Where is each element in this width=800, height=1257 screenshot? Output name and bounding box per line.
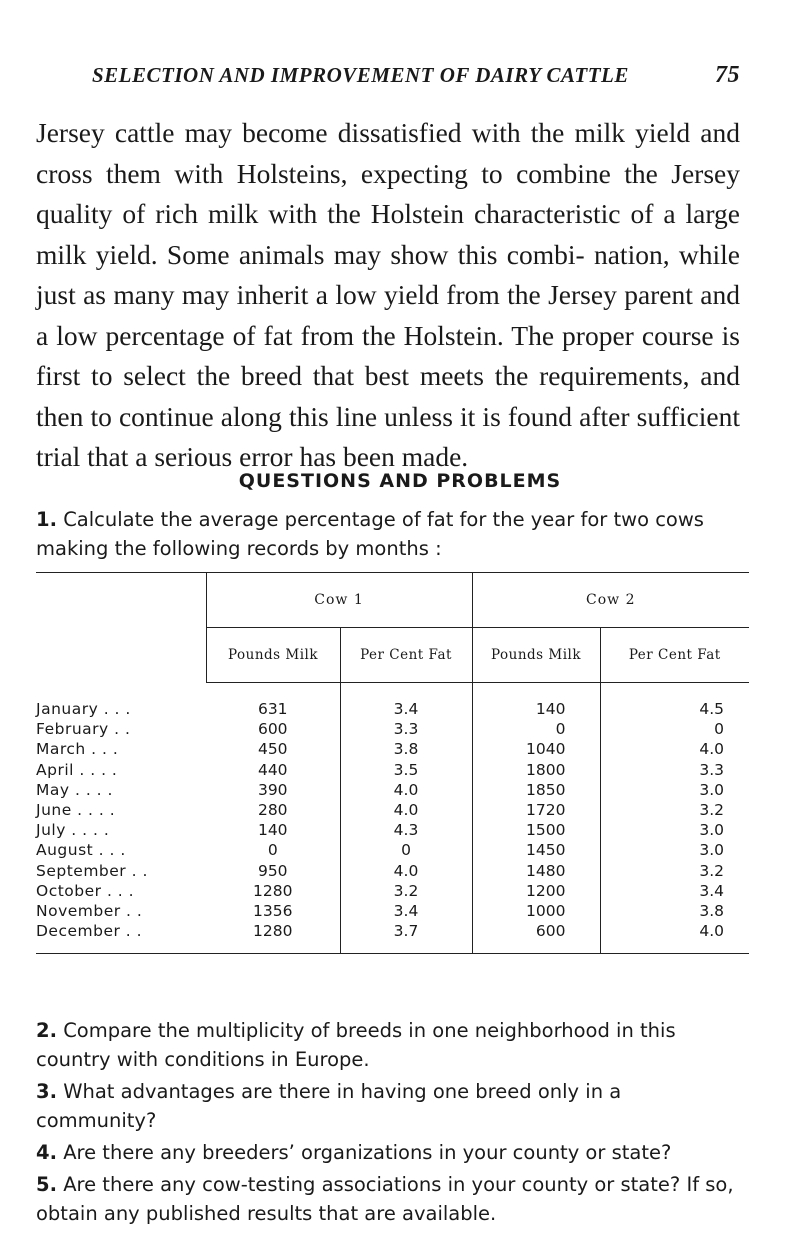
cow2-milk-cell: 1200 (472, 881, 600, 901)
month-cell: December . . (36, 922, 143, 941)
cow1-fat-cell: 3.8 (340, 739, 472, 759)
question-text: What advantages are there in having one breed only in a community? (36, 1080, 622, 1132)
question-number: 3. (36, 1080, 57, 1103)
body-paragraph: Jersey cattle may become dissatisfied with the milk yield and cross them with Holsteins, expecting to combine the Jersey quality of rich milk with the Holstein characteristic of a large milk yield. Some animals may show this combi- nation, while just as many may inherit a low yield from the Jersey parent and a low percentage of fat from the Holstein. The proper course is first to select the breed that best meets the requirements, and then to continue along this line unless it is found after sufficient trial that a serious error has been made. (36, 117, 740, 472)
cow1-fat-cell: 4.3 (340, 820, 472, 840)
cow1-fat-cell: 3.4 (340, 683, 472, 720)
cow1-fat-cell: 3.5 (340, 760, 472, 780)
month-cell: April . . . . (36, 760, 118, 779)
month-cell: May . . . . (36, 780, 113, 799)
cow1-milk-cell: 280 (257, 801, 288, 820)
table-row (36, 780, 749, 800)
question-number: 4. (36, 1141, 57, 1164)
table-row (36, 683, 749, 720)
month-cell: August . . . (36, 841, 126, 860)
table-row (36, 760, 749, 780)
month-cell: July . . . . (36, 821, 110, 840)
running-header (92, 62, 740, 89)
cow2-fat-cell: 3.0 (600, 820, 749, 840)
question-4 (36, 1138, 740, 1167)
table-row (36, 861, 749, 881)
cow2-milk-cell: 1000 (472, 901, 600, 921)
cow1-milk-cell: 1280 (253, 881, 293, 900)
running-title: SELECTION AND IMPROVEMENT OF DAIRY CATTLE (92, 63, 629, 87)
cow1-milk-cell: 450 (257, 740, 288, 759)
cow2-fat-cell: 4.5 (600, 683, 749, 720)
question-1 (36, 505, 740, 563)
cow2-milk-cell: 1720 (472, 800, 600, 820)
question-3 (36, 1077, 740, 1135)
page-number: 75 (715, 62, 740, 88)
month-cell: March . . . (36, 740, 119, 759)
cow1-milk-cell: 0 (267, 841, 278, 860)
cow1-milk-cell: 631 (257, 700, 288, 719)
cow2-milk-cell: 1850 (472, 780, 600, 800)
table-row (36, 739, 749, 759)
question-text: Compare the multiplicity of breeds in one neighborhood in this country with conditions in Europe. (36, 1019, 676, 1071)
cow2-milk-header: Pounds Milk (472, 628, 600, 683)
cow2-fat-cell: 3.8 (600, 901, 749, 921)
cow2-fat-cell: 3.0 (600, 780, 749, 800)
month-cell: September . . (36, 861, 148, 880)
cow1-milk-cell: 1280 (253, 922, 293, 941)
month-cell: January . . . (36, 699, 131, 718)
table-row (36, 820, 749, 840)
table-row (36, 840, 749, 860)
cow1-milk-cell: 390 (257, 780, 288, 799)
cow2-milk-cell: 1040 (472, 739, 600, 759)
cow2-fat-header: Per Cent Fat (600, 628, 749, 683)
cow2-fat-cell: 4.0 (600, 739, 749, 759)
table-row (36, 901, 749, 921)
month-cell: February . . (36, 720, 131, 739)
table-row (36, 719, 749, 739)
records-body (36, 683, 749, 954)
month-cell: November . . (36, 901, 143, 920)
table-row (36, 881, 749, 901)
cow1-milk-cell: 140 (257, 821, 288, 840)
cow2-milk-cell: 600 (472, 921, 600, 954)
question-text: Are there any cow-testing associations in your county or state? If so, obtain any published results that are available. (36, 1173, 734, 1225)
cow2-header: Cow 2 (472, 573, 749, 628)
cow2-milk-cell: 1800 (472, 760, 600, 780)
question-number: 5. (36, 1173, 57, 1196)
question-number: 2. (36, 1019, 57, 1042)
month-cell: June . . . . (36, 801, 116, 820)
cow1-fat-cell: 4.0 (340, 780, 472, 800)
question-text: Are there any breeders’ organizations in your county or state? (63, 1141, 672, 1164)
cow2-fat-cell: 3.2 (600, 800, 749, 820)
question-5 (36, 1170, 740, 1228)
cow1-fat-cell: 3.4 (340, 901, 472, 921)
cow2-fat-cell: 3.2 (600, 861, 749, 881)
records-table (36, 572, 749, 954)
table-row (36, 921, 749, 954)
table-row (36, 800, 749, 820)
cow1-fat-cell: 4.0 (340, 800, 472, 820)
cow2-milk-cell: 140 (472, 683, 600, 720)
cow2-milk-cell: 1450 (472, 840, 600, 860)
cow2-milk-cell: 0 (472, 719, 600, 739)
cow2-fat-cell: 0 (600, 719, 749, 739)
question-2 (36, 1016, 740, 1074)
cow2-milk-cell: 1500 (472, 820, 600, 840)
section-title: QUESTIONS AND PROBLEMS (238, 470, 562, 492)
cow2-fat-cell: 3.3 (600, 760, 749, 780)
cow2-milk-cell: 1480 (472, 861, 600, 881)
month-cell: October . . . (36, 881, 135, 900)
cow1-milk-cell: 1356 (253, 901, 293, 920)
question-text: Calculate the average percentage of fat for the year for two cows making the following records by months : (36, 508, 704, 560)
cow1-milk-cell: 440 (257, 760, 288, 779)
cow2-fat-cell: 3.4 (600, 881, 749, 901)
cow1-fat-cell: 3.2 (340, 881, 472, 901)
cow2-fat-cell: 3.0 (600, 840, 749, 860)
month-header-cell (36, 573, 206, 683)
question-number: 1. (36, 508, 57, 531)
cow1-milk-cell: 950 (257, 861, 288, 880)
cow1-fat-cell: 3.3 (340, 719, 472, 739)
questions-list (36, 1016, 740, 1231)
cow1-milk-cell: 600 (257, 720, 288, 739)
cow1-fat-header: Per Cent Fat (340, 628, 472, 683)
cow1-milk-header: Pounds Milk (206, 628, 340, 683)
cow1-fat-cell: 0 (340, 840, 472, 860)
cow2-fat-cell: 4.0 (600, 921, 749, 954)
cow1-header: Cow 1 (206, 573, 472, 628)
cow1-fat-cell: 3.7 (340, 921, 472, 954)
cow1-fat-cell: 4.0 (340, 861, 472, 881)
